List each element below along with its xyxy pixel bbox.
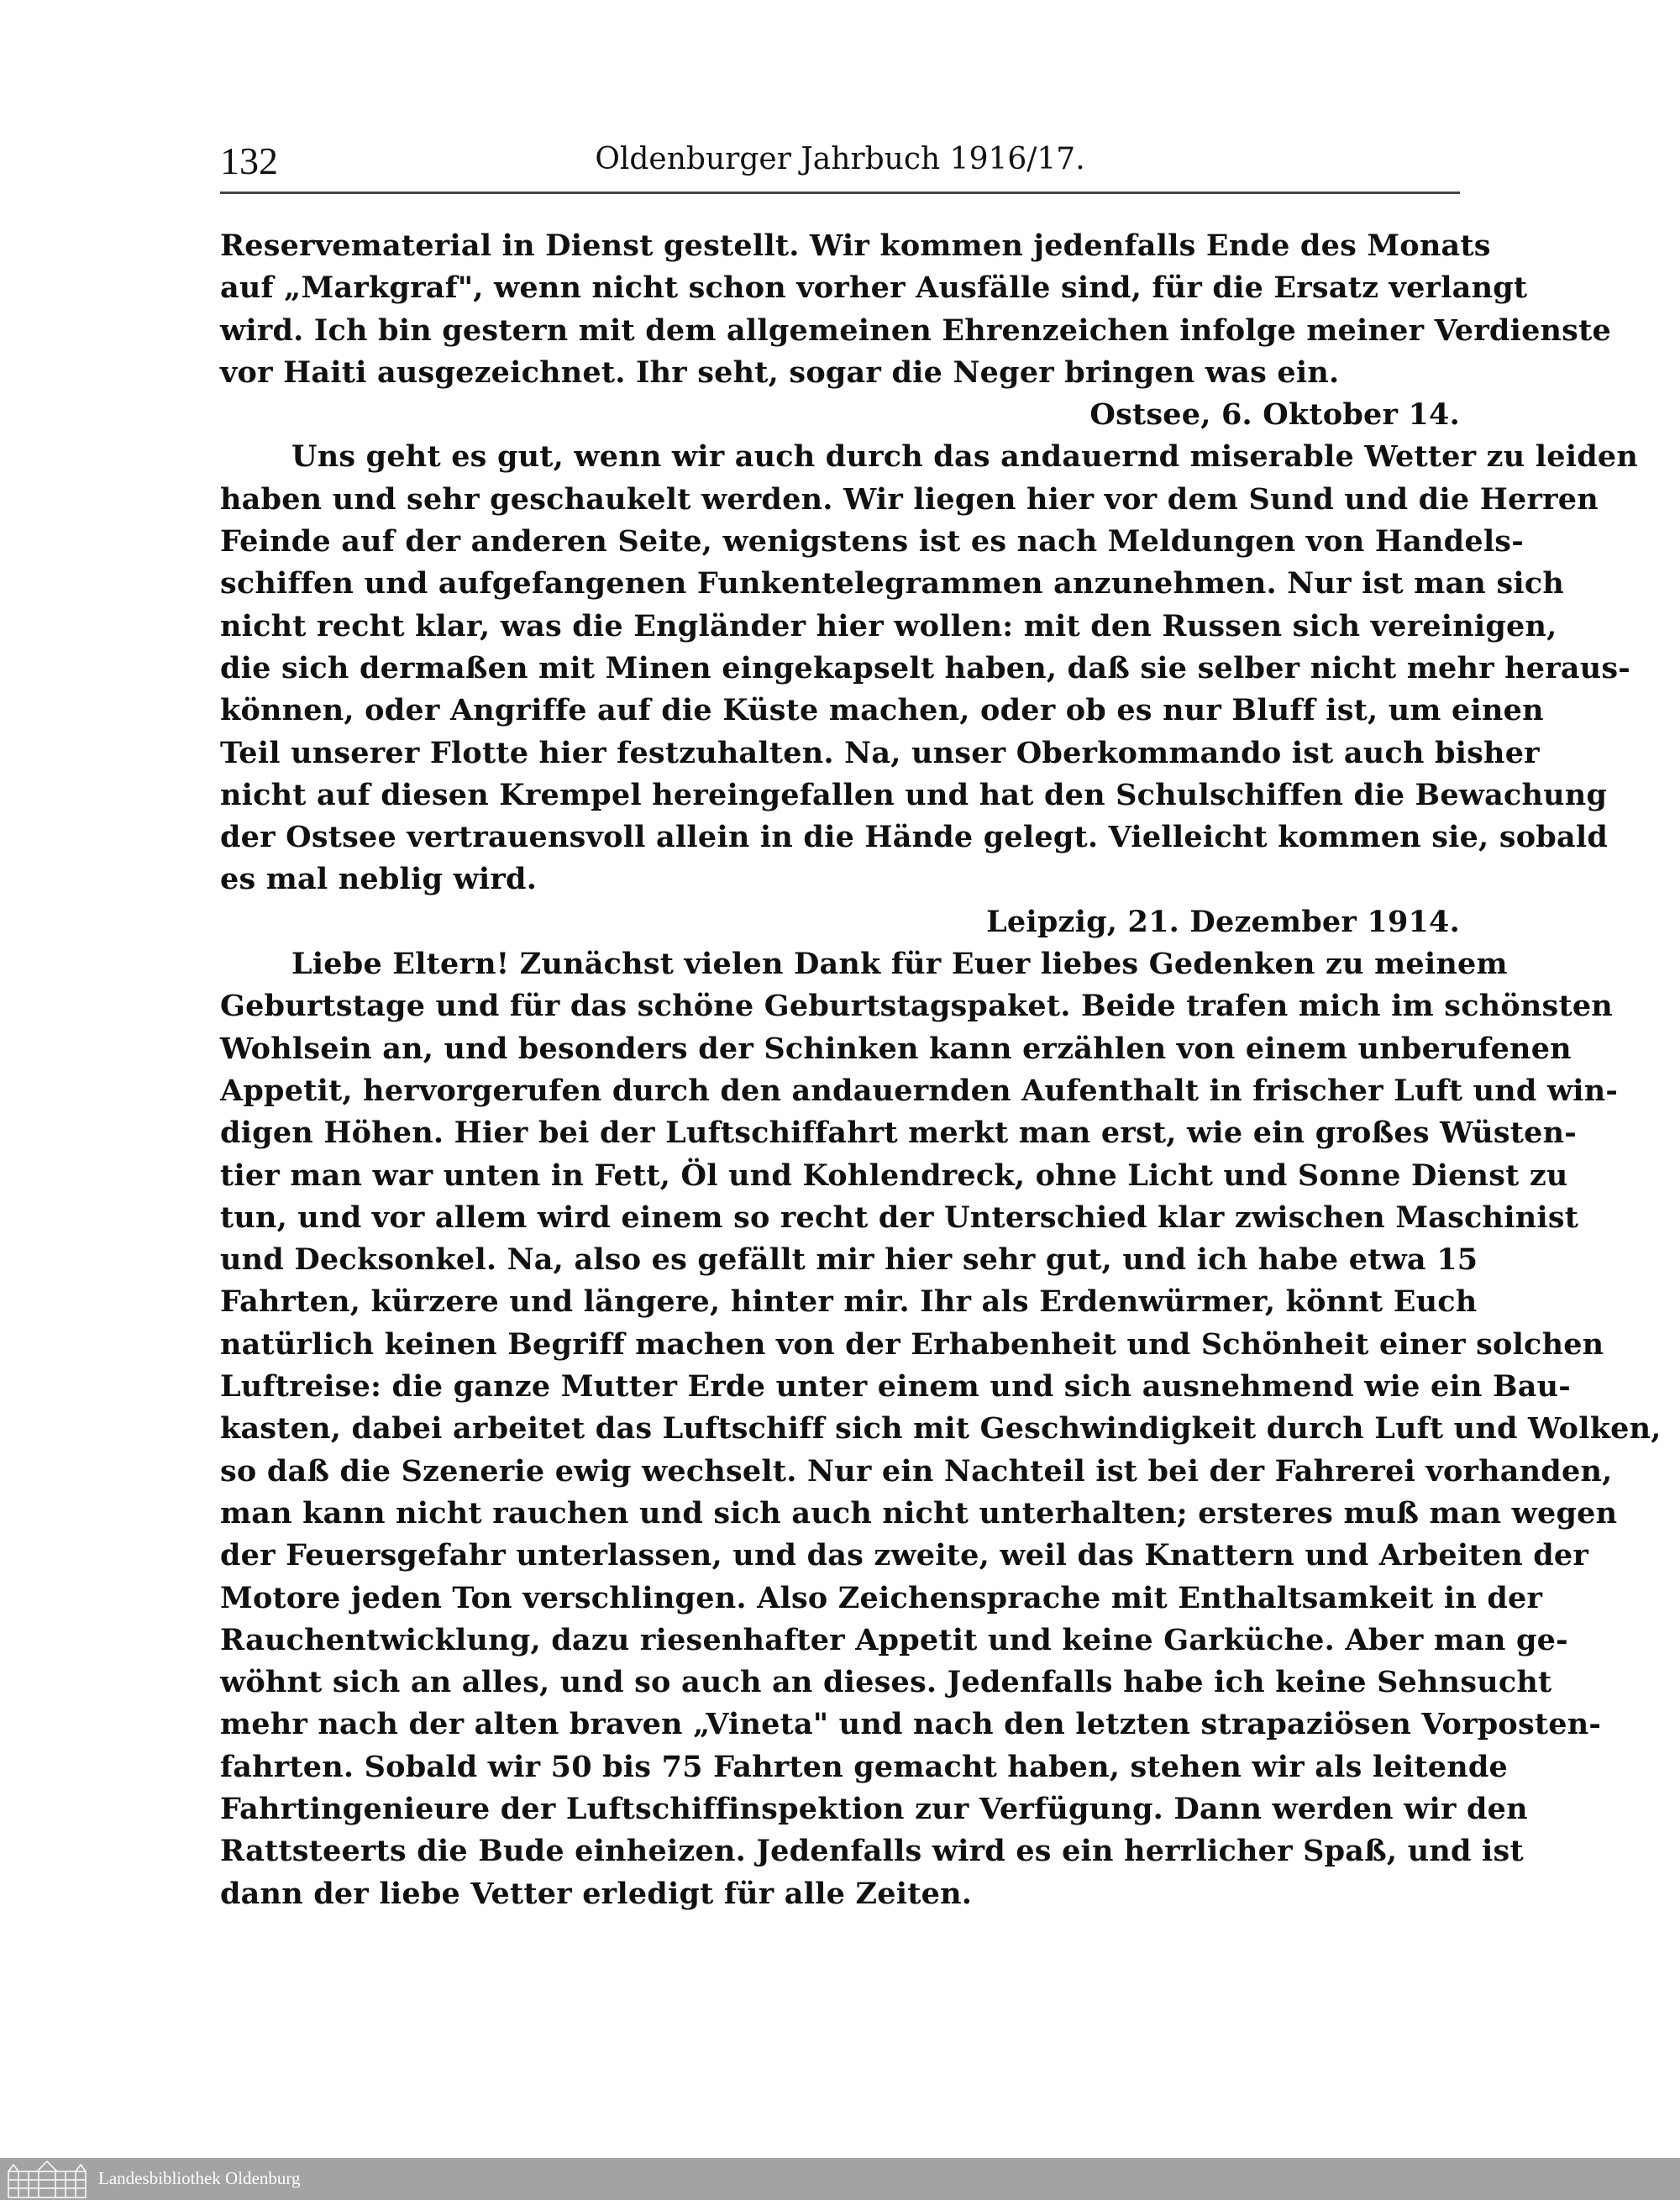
- text-line: haben und sehr geschaukelt werden. Wir liegen hier vor dem Sund und die Herren: [220, 481, 1599, 517]
- text-line: Geburtstage und für das schöne Geburtstagspaket. Beide trafen mich im schönsten: [220, 989, 1613, 1024]
- text-line: Wohlsein an, und besonders der Schinken kann erzählen von einem unberufenen: [220, 1031, 1572, 1066]
- text-line: so daß die Szenerie ewig wechselt. Nur ein Nachteil ist bei der Fahrerei vorhanden,: [220, 1453, 1613, 1489]
- text-line: Luftreise: die ganze Mutter Erde unter einem und sich ausnehmend wie ein Bau-: [220, 1369, 1572, 1405]
- text-line: auf „Markgraf", wenn nicht schon vorher Ausfälle sind, für die Ersatz verlangt: [220, 270, 1528, 306]
- text-line: Motore jeden Ton verschlingen. Also Zeichensprache mit Enthaltsamkeit in der: [220, 1580, 1543, 1615]
- text-line: Teil unserer Flotte hier festzuhalten. Na, unser Oberkommando ist auch bisher: [220, 735, 1540, 770]
- text-line: tun, und vor allem wird einem so recht der Unterschied klar zwischen Maschinist: [220, 1200, 1579, 1235]
- text-line: Fahrten, kürzere und längere, hinter mir. Ihr als Erdenwürmer, könnt Euch: [220, 1284, 1478, 1320]
- text-line: Rauchentwicklung, dazu riesenhafter Appetit und keine Garküche. Aber man ge-: [220, 1622, 1568, 1657]
- text-line: tier man war unten in Fett, Öl und Kohlendreck, ohne Licht und Sonne Dienst zu: [220, 1158, 1568, 1193]
- text-line: mehr nach der alten braven „Vineta" und nach den letzten strapaziösen Vorposten-: [220, 1707, 1602, 1742]
- text-line: nicht auf diesen Krempel hereingefallen und hat den Schulschiffen die Bewachung: [220, 777, 1608, 812]
- text-line: Liebe Eltern! Zunächst vielen Dank für Euer liebes Gedenken zu meinem: [291, 947, 1508, 982]
- text-line: dann der liebe Vetter erledigt für alle Zeiten.: [220, 1876, 973, 1911]
- text-line: fahrten. Sobald wir 50 bis 75 Fahrten gemacht haben, stehen wir als leitende: [220, 1749, 1508, 1784]
- text-line: die sich dermaßen mit Minen eingekapselt haben, daß sie selber nicht mehr heraus-: [220, 650, 1631, 685]
- text-line: digen Höhen. Hier bei der Luftschiffahrt merkt man erst, wie ein großes Wüsten-: [220, 1116, 1577, 1151]
- text-line: und Decksonkel. Na, also es gefällt mir hier sehr gut, und ich habe etwa 15: [220, 1242, 1478, 1278]
- page-number: 132: [220, 139, 278, 182]
- text-line: nicht recht klar, was die Engländer hier wollen: mit den Russen sich vereinigen,: [220, 608, 1557, 643]
- text-line: Leipzig, 21. Dezember 1914.: [986, 904, 1460, 939]
- text-line: wird. Ich bin gestern mit dem allgemeinen Ehrenzeichen infolge meiner Verdienste: [220, 312, 1611, 348]
- text-line: es mal neblig wird.: [220, 862, 538, 897]
- text-line: Ostsee, 6. Oktober 14.: [1089, 397, 1460, 433]
- text-line: Rattsteerts die Bude einheizen. Jedenfalls wird es ein herrlicher Spaß, und ist: [220, 1834, 1524, 1869]
- text-line: Feinde auf der anderen Seite, wenigstens ist es nach Meldungen von Handels-: [220, 524, 1524, 559]
- text-line: können, oder Angriffe auf die Küste machen, oder ob es nur Bluff ist, um einen: [220, 693, 1544, 728]
- letter-text: [220, 225, 1662, 1915]
- text-line: Uns geht es gut, wenn wir auch durch das andauernd miserable Wetter zu leiden: [291, 439, 1639, 475]
- footer-bar: [0, 2158, 1680, 2200]
- running-title: Oldenburger Jahrbuch 1916/17.: [595, 142, 1085, 176]
- page-header: [220, 139, 1460, 189]
- text-line: vor Haiti ausgezeichnet. Ihr seht, sogar die Neger bringen was ein.: [220, 354, 1340, 390]
- text-line: Appetit, hervorgerufen durch den andauernden Aufenthalt in frischer Luft und win-: [220, 1073, 1619, 1108]
- text-line: natürlich keinen Begriff machen von der Erhabenheit und Schönheit einer solchen: [220, 1326, 1604, 1362]
- text-line: Reservematerial in Dienst gestellt. Wir kommen jedenfalls Ende des Monats: [220, 228, 1491, 263]
- text-line: der Feuersgefahr unterlassen, und das zweite, weil das Knattern und Arbeiten der: [220, 1538, 1589, 1573]
- text-line: Fahrtingenieure der Luftschiffinspektion zur Verfügung. Dann werden wir den: [220, 1791, 1528, 1826]
- text-line: schiffen und aufgefangenen Funkentelegrammen anzunehmen. Nur ist man sich: [220, 566, 1565, 601]
- text-line: wöhnt sich an alles, und so auch an dieses. Jedenfalls habe ich keine Sehnsucht: [220, 1665, 1552, 1700]
- library-name: Landesbibliothek Oldenburg: [98, 2168, 301, 2188]
- text-line: kasten, dabei arbeitet das Luftschiff sich mit Geschwindigkeit durch Luft und Wolken,: [220, 1411, 1662, 1447]
- header-rule: [220, 192, 1460, 194]
- text-line: der Ostsee vertrauensvoll allein in die Hände gelegt. Vielleicht kommen sie, sobald: [220, 820, 1608, 855]
- library-building-icon: [5, 2160, 89, 2198]
- text-line: man kann nicht rauchen und sich auch nicht unterhalten; ersteres muß man wegen: [220, 1495, 1618, 1531]
